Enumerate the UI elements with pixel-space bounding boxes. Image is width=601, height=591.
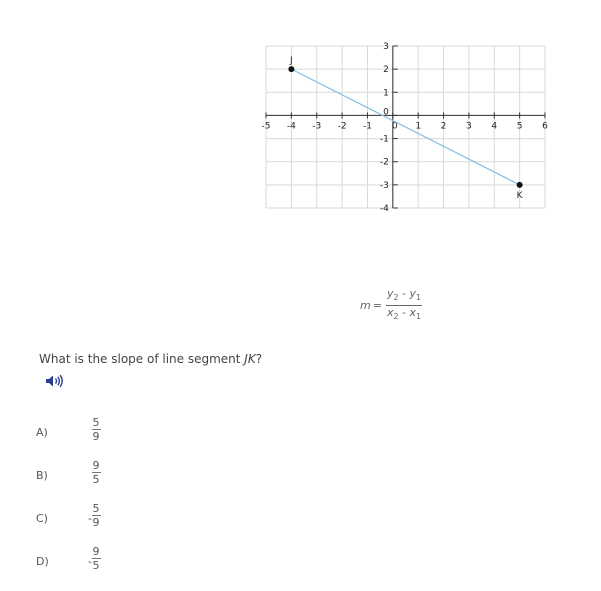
x-tick-label: 4 xyxy=(491,121,498,132)
choice-b-fraction xyxy=(91,459,101,486)
formula-equals: = xyxy=(372,299,382,313)
question-mark: ? xyxy=(255,352,263,366)
point-k xyxy=(517,182,523,188)
choice-d-numerator: 9 xyxy=(92,545,100,558)
choice-a-fraction xyxy=(91,416,101,443)
point-j xyxy=(288,66,294,72)
formula-denominator xyxy=(387,306,421,323)
x-tick-label: -1 xyxy=(362,121,372,132)
x-tick-label: -4 xyxy=(286,121,296,132)
question-segment-name: JK xyxy=(244,352,256,366)
x-tick-label: -2 xyxy=(337,121,347,132)
x-tick-label: -3 xyxy=(312,121,322,132)
formula-numerator xyxy=(386,288,422,306)
point-label-j: J xyxy=(290,56,293,67)
x-tick-label: 0 xyxy=(391,121,398,132)
y-tick-label: -3 xyxy=(379,180,389,191)
den-a-sub: 2 xyxy=(393,312,399,322)
y-tick-label: -1 xyxy=(379,134,389,145)
point-label-k: K xyxy=(516,190,523,201)
choice-b[interactable] xyxy=(36,459,156,493)
x-tick-label: 6 xyxy=(542,121,548,132)
den-op: - xyxy=(398,306,410,320)
question-prompt xyxy=(39,352,262,366)
choice-d-letter: D) xyxy=(36,555,49,568)
choice-c[interactable] xyxy=(36,502,156,536)
num-a-sub: 2 xyxy=(393,293,399,303)
num-b-sub: 1 xyxy=(416,293,422,303)
choice-d-fraction xyxy=(91,545,101,572)
choice-d[interactable] xyxy=(36,545,156,579)
choice-b-letter: B) xyxy=(36,469,48,482)
choice-a-numerator: 5 xyxy=(92,416,100,429)
den-a: x xyxy=(386,306,394,320)
x-tick-label: 3 xyxy=(466,121,472,132)
y-tick-label: 0 xyxy=(383,107,389,118)
y-tick-label: -2 xyxy=(379,157,389,168)
num-a: y xyxy=(386,287,394,300)
plotted-data xyxy=(288,56,523,201)
den-b: x xyxy=(409,306,417,320)
formula-fraction xyxy=(386,288,422,323)
x-tick-label: 2 xyxy=(440,121,447,132)
choice-c-sign: - xyxy=(88,512,92,525)
slope-formula xyxy=(360,288,422,323)
x-tick-label: 5 xyxy=(516,121,523,132)
x-tick-label: 1 xyxy=(415,121,422,132)
coordinate-graph xyxy=(0,0,601,230)
num-b: y xyxy=(409,287,417,300)
choice-c-numerator: 5 xyxy=(92,502,100,515)
y-tick-label: 3 xyxy=(383,42,389,52)
x-tick-label: -5 xyxy=(261,121,271,132)
tick-labels xyxy=(262,42,549,214)
choice-a[interactable] xyxy=(36,416,156,450)
y-tick-label: 1 xyxy=(383,88,389,99)
choice-a-letter: A) xyxy=(36,426,48,439)
den-b-sub: 1 xyxy=(416,312,422,322)
choice-c-denominator: 9 xyxy=(92,516,100,529)
choice-b-numerator: 9 xyxy=(92,459,100,472)
choice-c-letter: C) xyxy=(36,512,48,525)
choice-a-denominator: 9 xyxy=(92,430,100,443)
y-tick-label: 2 xyxy=(383,65,389,76)
num-op: - xyxy=(398,287,410,300)
segment-jk xyxy=(291,69,519,185)
formula-lhs: m xyxy=(360,299,371,313)
choice-b-denominator: 5 xyxy=(92,473,100,486)
question-text: What is the slope of line segment xyxy=(39,352,245,366)
choice-d-denominator: 5 xyxy=(92,559,100,572)
choice-c-fraction xyxy=(91,502,101,529)
choice-d-sign: - xyxy=(88,555,92,568)
speaker-audio-icon[interactable] xyxy=(45,373,65,389)
y-tick-label: -4 xyxy=(379,204,389,214)
